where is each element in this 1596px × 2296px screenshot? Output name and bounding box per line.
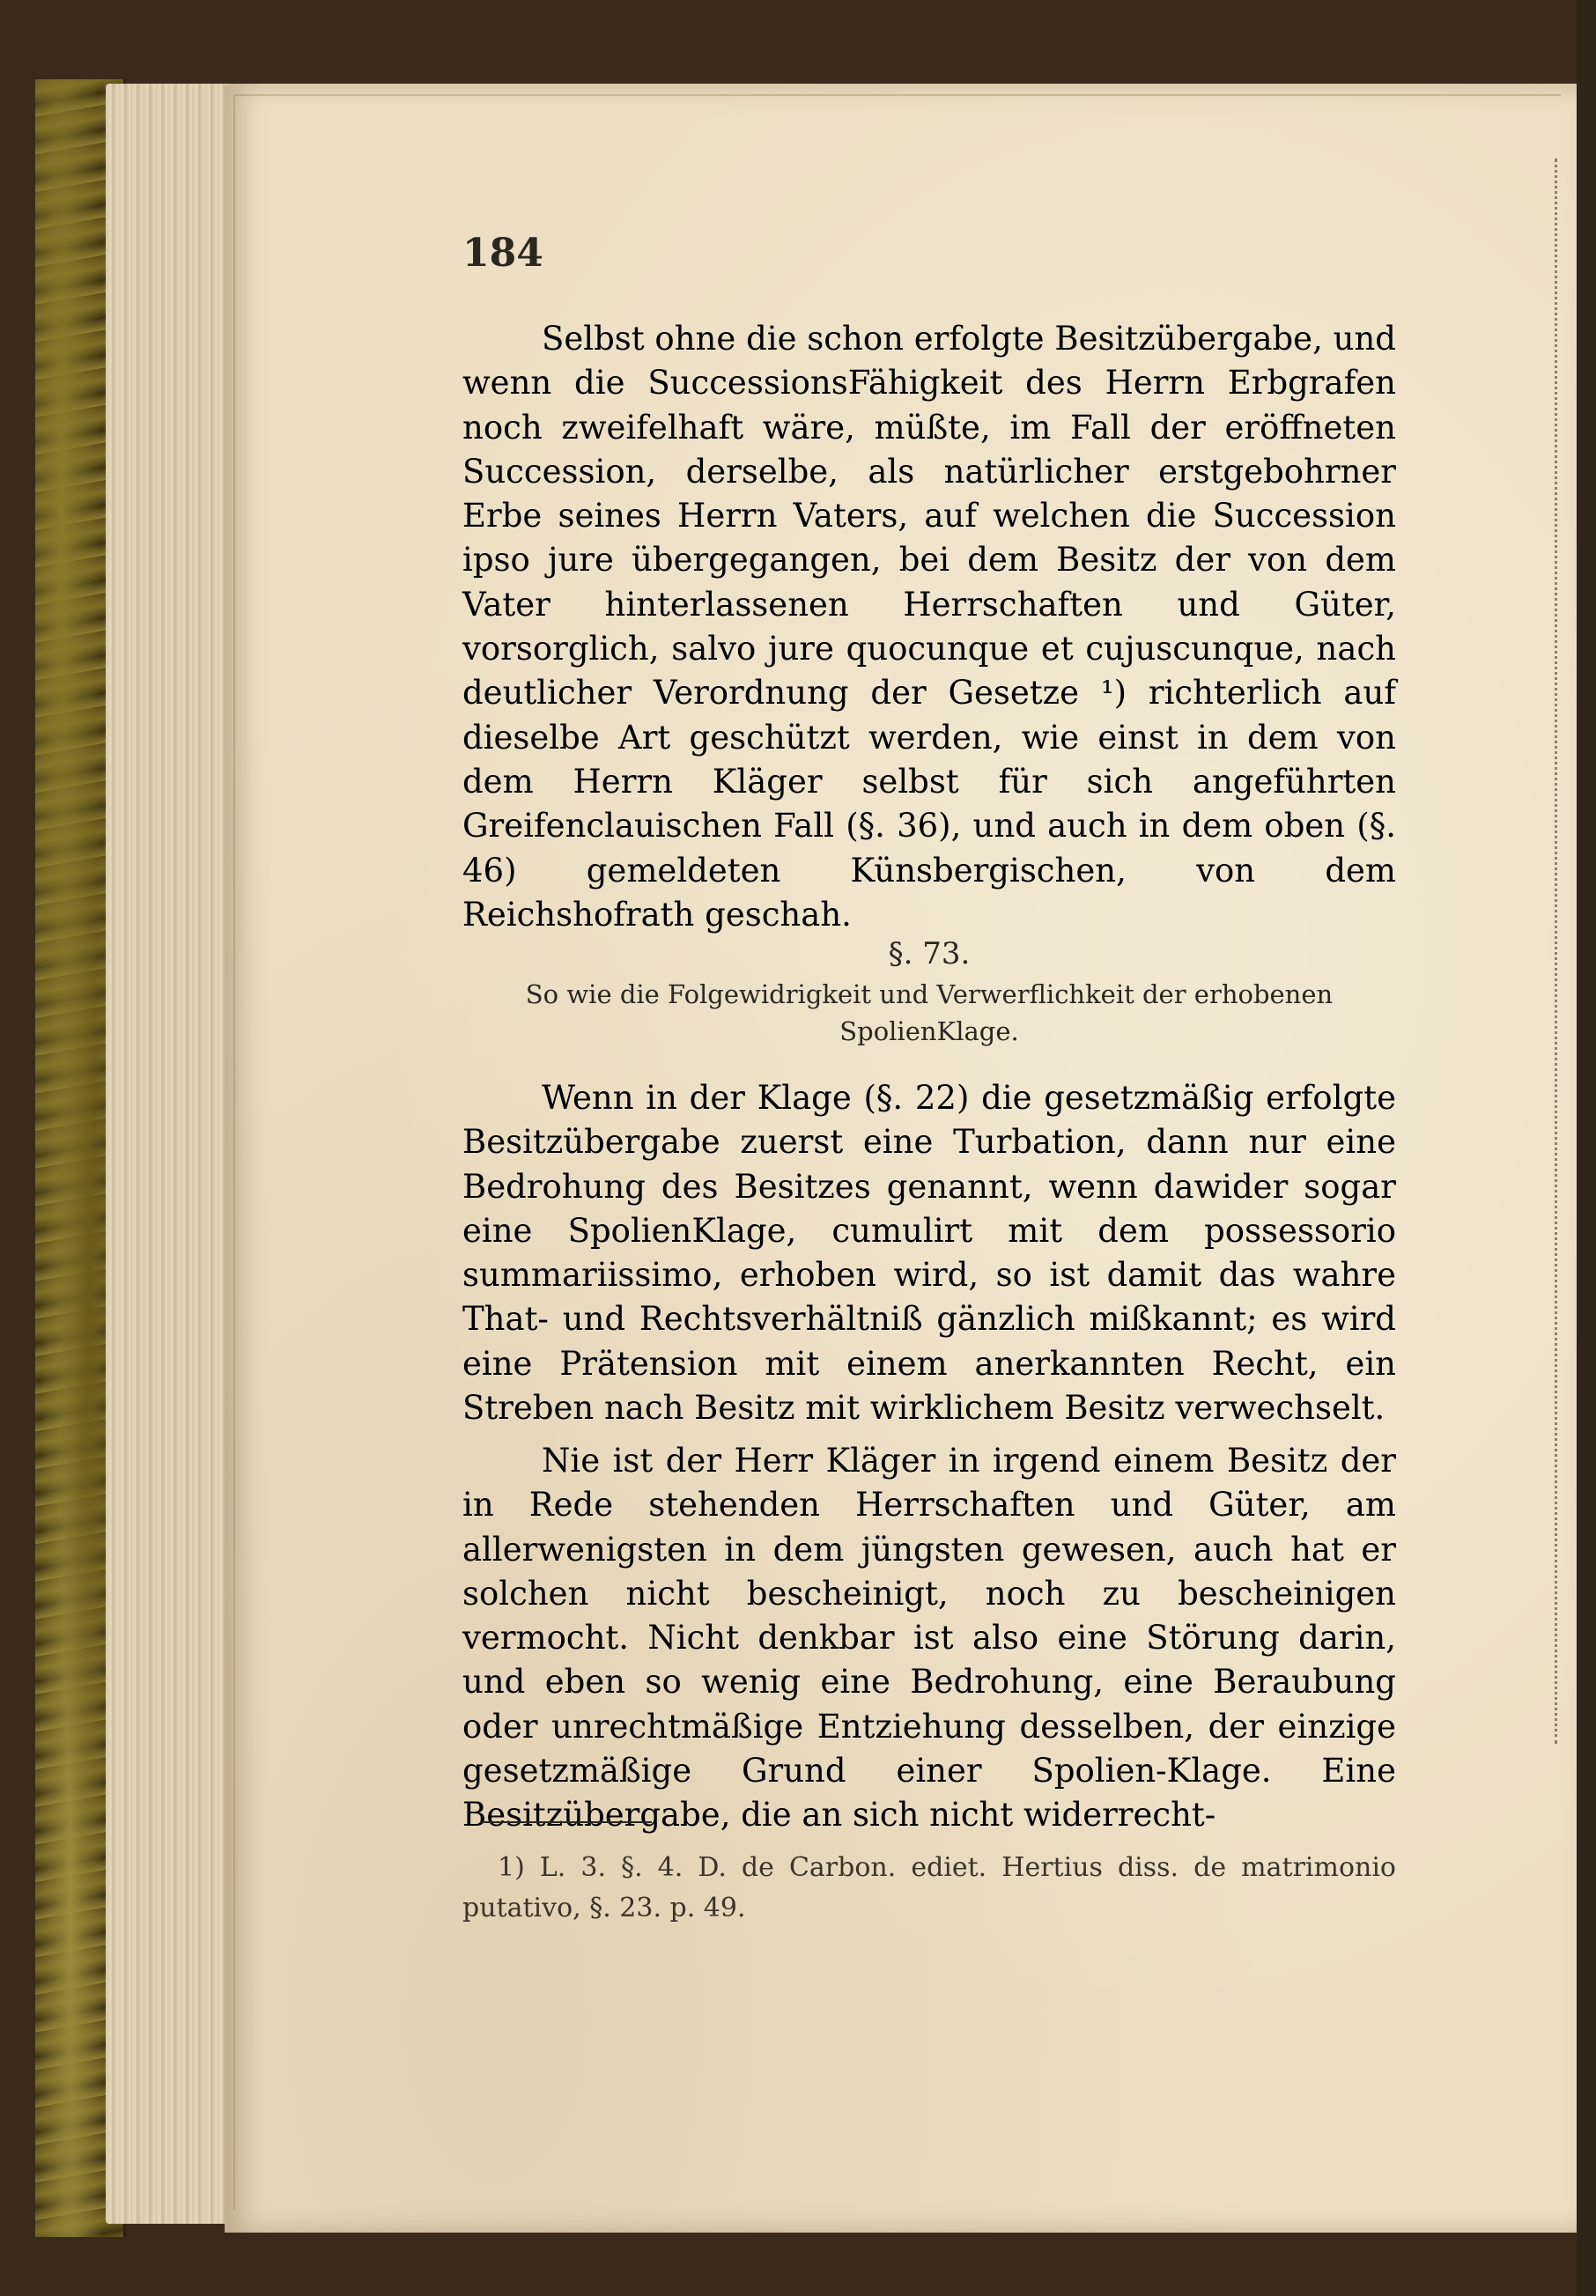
section-heading-line-2: SpolienKlage. <box>839 1016 1019 1046</box>
paragraph-1-text: Selbst ohne die schon erfolgte Besitzübergabe, und wenn die SuccessionsFähigkeit des Herrn Erbgrafen noch zweifelhaft wäre, müßte, im Fall der eröffneten Succession, derselbe, als natürlicher erstgebohrner Erbe seines Herrn Vaters, auf welchen die Succession ipso jure übergegangen, bei dem Besitz der von dem Vater hinterlassenen Herrschaften und Güter, vorsorglich, salvo jure quocunque et cujuscunque, nach deutlicher Verordnung der Gesetze ¹) richterlich auf dieselbe Art geschützt werden, wie einst in dem von dem Herrn Kläger selbst für sich angeführten Greifenclauischen Fall (§. 36), und auch in dem oben (§. 46) gemeldeten Künsbergischen, von dem Reichshofrath geschah. <box>462 320 1396 934</box>
footnote-divider <box>480 1821 652 1823</box>
paragraph-3-text: Nie ist der Herr Kläger in irgend einem Besitz der in Rede stehenden Herrschaften und Güter, am allerwenigsten in dem jüngsten gewesen, auch hat er solchen nicht bescheinigt, noch zu bescheinigen vermocht. Nicht denkbar ist also eine Störung darin, und eben so wenig eine Bedrohung, eine Beraubung oder unrechtmäßige Entziehung desselben, der einzige gesetzmäßige Grund einer Spolien-Klage. Eine Besitzübergabe, die an sich nicht widerrecht- <box>462 1442 1396 1835</box>
section-header <box>462 932 1396 1050</box>
page-number: 184 <box>462 231 543 276</box>
paragraph-2 <box>462 1076 1396 1430</box>
right-dark-margin <box>1577 0 1596 2296</box>
footnote: 1) L. 3. §. 4. D. de Carbon. ediet. Hertius diss. de matrimonio putativo, §. 23. p. 49. <box>462 1852 1396 1923</box>
paragraph-1 <box>462 317 1396 937</box>
section-heading-line-1: So wie die Folgewidrigkeit und Verwerflichkeit der erhobenen <box>525 979 1334 1009</box>
section-number: §. 73. <box>888 936 971 971</box>
paragraph-3 <box>462 1439 1396 1838</box>
margin-marks <box>1555 159 1568 1744</box>
paragraph-2-text: Wenn in der Klage (§. 22) die gesetzmäßig erfolgte Besitzübergabe zuerst eine Turbation, dann nur eine Bedrohung des Besitzes genannt, wenn dawider sogar eine SpolienKlage, cumulirt mit dem possessorio summariissimo, erhoben wird, so ist damit das wahre That- und Rechtsverhältniß gänzlich mißkannt; es wird eine Prätension mit einem anerkannten Recht, ein Streben nach Besitz mit wirklichem Besitz verwechselt. <box>462 1079 1396 1428</box>
page-stack-edges <box>106 84 238 2224</box>
